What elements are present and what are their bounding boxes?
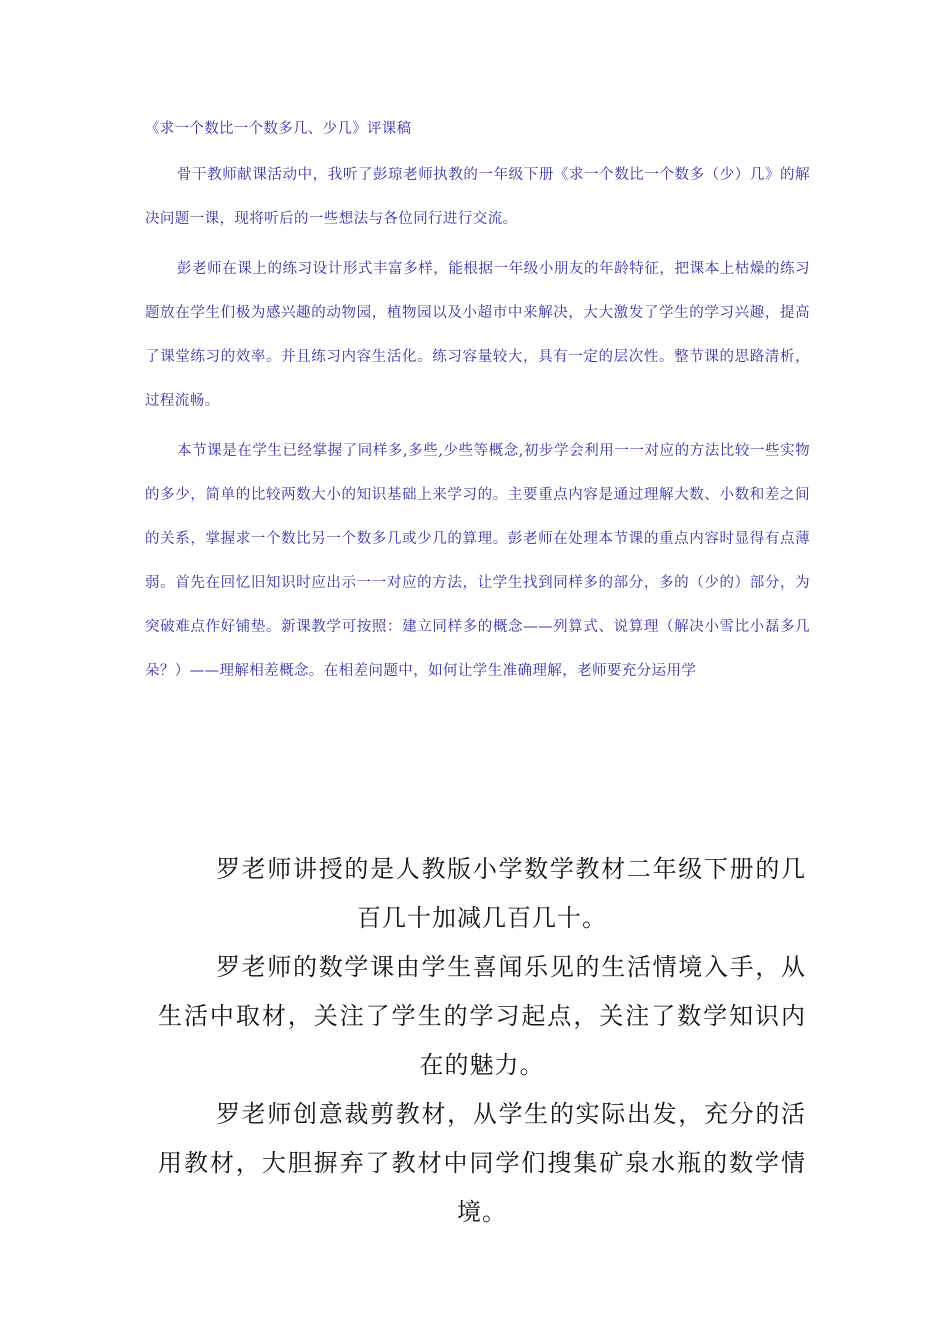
paragraph-textbook-use: 罗老师创意裁剪教材，从学生的实际出发，充分的活用教材，大胆摒弃了教材中同学们搜集矿泉水瓶的数学情境。 <box>158 1100 806 1226</box>
paragraph-lesson-topic: 罗老师讲授的是人教版小学数学教材二年级下册的几百几十加减几百几十。 <box>216 855 806 932</box>
black-review-section <box>158 845 806 1237</box>
document-title: 《求一个数比一个数多几、少几》评课稿 <box>145 121 412 137</box>
paragraph-intro: 骨干教师献课活动中，我听了彭琼老师执教的一年级下册《求一个数比一个数多（少）几》的解决问题一课，现将听后的一些想法与各位同行进行交流。 <box>145 167 810 227</box>
paragraph-life-context: 罗老师的数学课由学生喜闻乐见的生活情境入手，从生活中取材，关注了学生的学习起点，关注了数学知识内在的魅力。 <box>158 953 806 1079</box>
paragraph-practice-design: 彭老师在课上的练习设计形式丰富多样，能根据一年级小朋友的年龄特征，把课本上枯燥的练习题放在学生们极为感兴趣的动物园，植物园以及小超市中来解决，大大激发了学生的学习兴趣，提高了课堂练习的效率。并且练习内容生活化。练习容量较大，具有一定的层次性。整节课的思路清析，过程流畅。 <box>145 261 810 409</box>
paragraph-key-points: 本节课是在学生已经掌握了同样多,多些,少些等概念,初步学会利用一一对应的方法比较一些实物的多少，简单的比较两数大小的知识基础上来学习的。主要重点内容是通过理解大数、小数和差之间的关系，掌握求一个数比另一个数多几或少几的算理。彭老师在处理本节课的重点内容时显得有点薄弱。首先在回忆旧知识时应出示一一对应的方法，让学生找到同样多的部分，多的（少的）部分，为突破难点作好铺垫。新课教学可按照：建立同样多的概念——列算式、说算理（解决小雪比小磊多几朵？）——理解相差概念。在相差问题中，如何让学生准确理解，老师要充分运用学 <box>145 443 810 679</box>
blue-review-section <box>145 118 810 699</box>
